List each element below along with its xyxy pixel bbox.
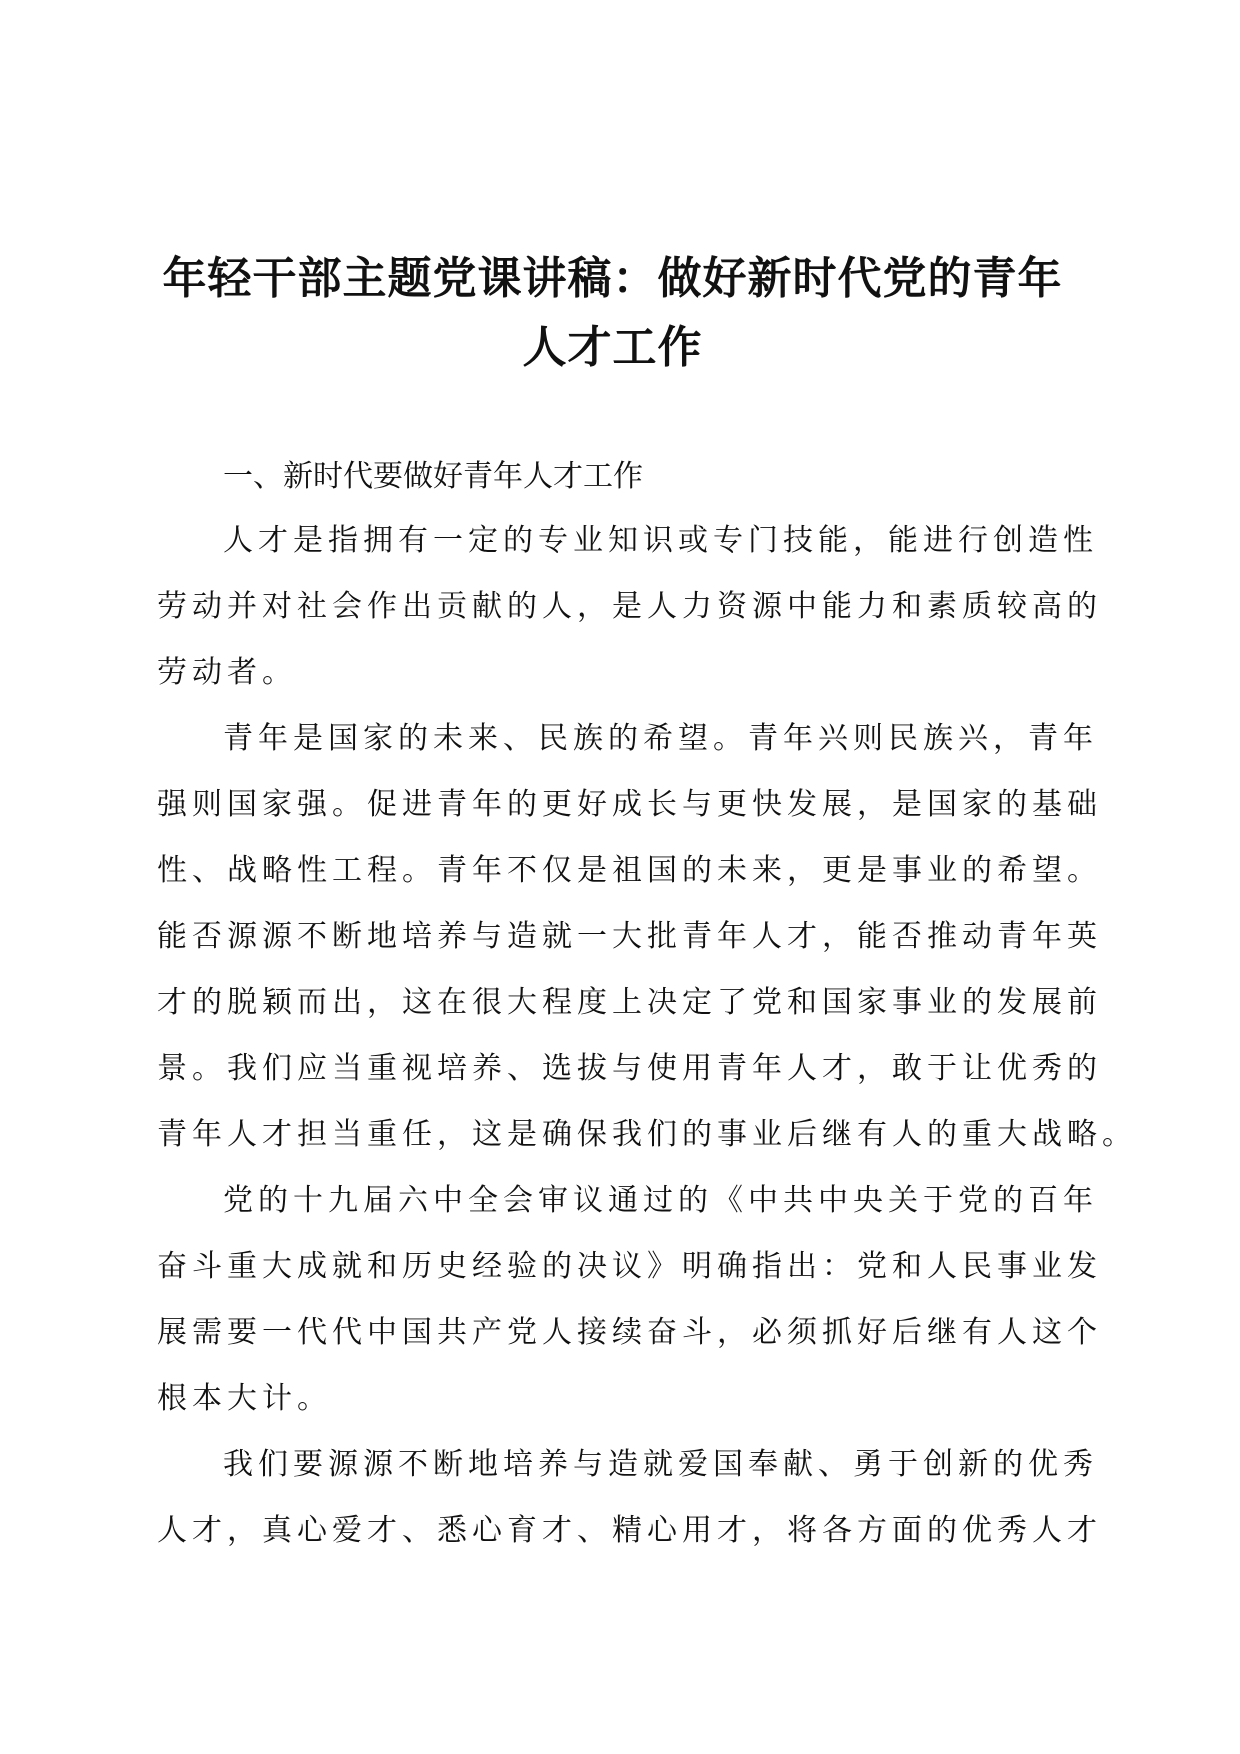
text-line: 强则国家强。促进青年的更好成长与更快发展，是国家的基础 bbox=[157, 787, 1102, 822]
title-line: 年轻干部主题党课讲稿：做好新时代党的青年 bbox=[162, 253, 1063, 304]
text-line: 能否源源不断地培养与造就一大批青年人才，能否推动青年英 bbox=[157, 919, 1102, 954]
text-line: 我们要源源不断地培养与造就爱国奉献、勇于创新的优秀 bbox=[223, 1447, 1098, 1482]
text-line: 人才是指拥有一定的专业知识或专门技能，能进行创造性 bbox=[223, 523, 1098, 558]
title-line: 人才工作 bbox=[522, 322, 703, 373]
text-line: 才的脱颖而出，这在很大程度上决定了党和国家事业的发展前 bbox=[157, 985, 1102, 1020]
text-line: 劳动者。 bbox=[157, 655, 297, 690]
text-line: 根本大计。 bbox=[157, 1381, 332, 1416]
text-line: 劳动并对社会作出贡献的人，是人力资源中能力和素质较高的 bbox=[157, 589, 1102, 624]
text-line: 展需要一代代中国共产党人接续奋斗，必须抓好后继有人这个 bbox=[157, 1315, 1102, 1350]
text-line: 青年人才担当重任，这是确保我们的事业后继有人的重大战略。 bbox=[157, 1117, 1137, 1152]
paragraph-2 bbox=[157, 706, 1137, 1168]
text-line: 性、战略性工程。青年不仅是祖国的未来，更是事业的希望。 bbox=[157, 853, 1102, 888]
document-body bbox=[157, 445, 1137, 1564]
paragraph-4 bbox=[157, 1432, 1102, 1564]
document-title bbox=[150, 244, 1075, 382]
text-line: 景。我们应当重视培养、选拔与使用青年人才，敢于让优秀的 bbox=[157, 1051, 1102, 1086]
text-line: 青年是国家的未来、民族的希望。青年兴则民族兴，青年 bbox=[223, 721, 1098, 756]
paragraph-3 bbox=[157, 1168, 1102, 1432]
text-line: 党的十九届六中全会审议通过的《中共中央关于党的百年 bbox=[223, 1183, 1098, 1218]
paragraph-1 bbox=[157, 508, 1102, 706]
section-heading: 一、新时代要做好青年人才工作 bbox=[223, 459, 643, 494]
text-line: 奋斗重大成就和历史经验的决议》明确指出：党和人民事业发 bbox=[157, 1249, 1102, 1284]
text-line: 人才，真心爱才、悉心育才、精心用才，将各方面的优秀人才 bbox=[157, 1513, 1102, 1548]
